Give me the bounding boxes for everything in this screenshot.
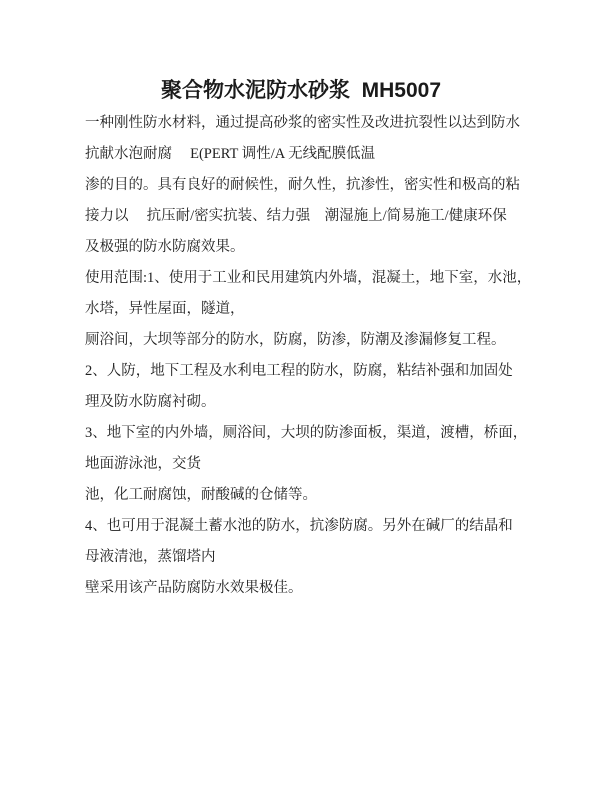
body-line: 3、地下室的内外墙，厕浴间，大坝的防渗面板，渠道，渡槽，桥面，	[85, 425, 528, 441]
body-line: 4、也可用于混凝土蓄水池的防水，抗渗防腐。另外在碱厂的结晶和	[85, 518, 513, 534]
body-line: 母液清池，蒸馏塔内	[85, 549, 216, 565]
body-line: 使用范围:1、使用于工业和民用建筑内外墙，混凝土，地下室，水池，	[85, 270, 532, 286]
document-content	[85, 74, 532, 604]
body-line: 及极强的防水防腐效果。	[85, 239, 245, 255]
body-line: 地面游泳池，交货	[85, 456, 201, 472]
body-line: 水塔，异性屋面，隧道，	[85, 301, 245, 317]
body-line: 渗的目的。具有良好的耐候性，耐久性，抗渗性，密实性和极高的粘	[85, 177, 520, 193]
body-line: 抗献水泡耐腐 E(PERT 调性/A 无线配膜低温	[85, 146, 376, 162]
body-line: 壁采用该产品防腐防水效果极佳。	[85, 580, 303, 596]
body-line: 2、人防，地下工程及水利电工程的防水，防腐，粘结补强和加固处	[85, 363, 513, 379]
body-line: 接力以 抗压耐/密实抗装、结力强 潮湿施上/简易施工/健康环保	[85, 208, 507, 224]
body-line: 池，化工耐腐蚀，耐酸碱的仓储等。	[85, 487, 317, 503]
body-line: 一种刚性防水材料，通过提高砂浆的密实性及改进抗裂性以达到防水	[85, 115, 520, 131]
body-line: 厕浴间，大坝等部分的防水，防腐，防渗，防潮及渗漏修复工程。	[85, 332, 506, 348]
body-line: 理及防水防腐衬砌。	[85, 394, 216, 410]
document-title: 聚合物水泥防水砂浆 MH5007	[160, 79, 442, 102]
document-body	[85, 108, 532, 604]
